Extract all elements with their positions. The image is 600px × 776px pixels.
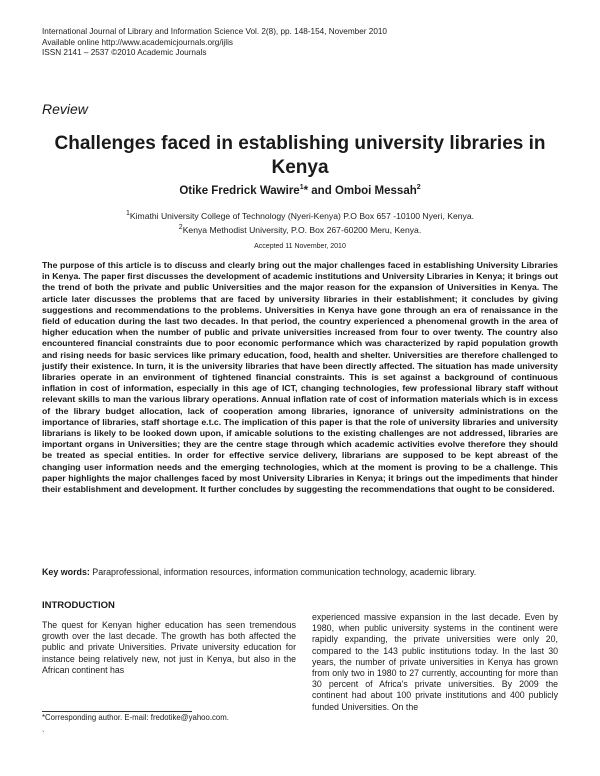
author-1-name: Otike Fredrick Wawire [179, 184, 300, 197]
article-title: Challenges faced in establishing university libraries in Kenya [54, 133, 546, 178]
affiliation-1 [40, 208, 560, 222]
author-line [40, 184, 560, 197]
author-2-name: Omboi Messah [334, 184, 417, 197]
affiliation-2-text: Kenya Methodist University, P.O. Box 267-60200 Meru, Kenya. [182, 224, 422, 235]
section-heading-introduction: INTRODUCTION [42, 600, 115, 611]
keywords [42, 567, 558, 578]
journal-citation: International Journal of Library and Information Science Vol. 2(8), pp. 148-154, November 2010 [42, 27, 387, 36]
corresponding-mark: * [303, 184, 309, 197]
keywords-text: Paraprofessional, information resources, information communication technology, academic library. [89, 567, 477, 577]
intro-column-right: experienced massive expansion in the last decade. Even by 1980, when public university systems in the continent were rapidly expanding, the private universities were only 20, compared to the 143 public institutions today. In the last 30 years, the number of private universities in Kenya has grown from only two in 1980 to 27 currently, accounting for more than 30 percent of Africa's private universities. By 2009 the continent had about 100 private institutions and 400 publicly funded Universities. On the [312, 612, 558, 712]
corresponding-author-footnote: *Corresponding author. E-mail: fredotike@yahoo.com. [42, 713, 229, 722]
intro-column-left: The quest for Kenyan higher education has seen tremendous growth over the last decade. The growth has both affected the public and private Universities. Private university education for instance being relatively new, not just in Kenya, but also in the African continent has [42, 620, 296, 675]
author-2-affil-ref: 2 [416, 184, 421, 191]
affiliations [40, 208, 560, 236]
journal-url: Available online http://www.academicjournals.org/ijlis [42, 37, 233, 47]
article-type: Review [42, 101, 88, 117]
affiliation-1-sup: 1 [126, 210, 130, 217]
accepted-date: Accepted 11 November, 2010 [254, 243, 346, 250]
affiliation-2 [40, 222, 560, 236]
keywords-label: Key words: [42, 567, 90, 577]
author-1-affil-ref: 1 [299, 184, 304, 191]
stray-mark: ` [42, 730, 45, 739]
journal-header [42, 27, 387, 59]
affiliation-2-sup: 2 [178, 223, 183, 231]
footnote-divider [42, 711, 192, 712]
author-connector: and [308, 184, 335, 197]
journal-issn: ISSN 2141 – 2537 ©2010 Academic Journals [42, 48, 207, 57]
affiliation-1-text: Kimathi University College of Technology (Nyeri-Kenya) P.O Box 657 -10100 Nyeri, Kenya. [129, 210, 474, 221]
abstract: The purpose of this article is to discuss and clearly bring out the major challenges faced in establishing University Libraries in Kenya. The paper first discusses the development of academic institutions and University Libraries in Kenya; it brings out the trend of both the private and public Universities and the major reason for the expansion of Universities in Kenya. The article later discusses the problems that are faced by university libraries in their establishment; it concludes by giving suggestions and recommendations to the problems. Universities in Kenya have gone through an era of renaissance in the field of education during the last two decades. In that period, the country experienced a phenomenal growth in the area of higher education when the number of public and private universities increased from four to over twenty. The country also encountered financial constraints due to poor economic performance which was characterized by rapid population growth and rising needs for basic services like primary education, food, health and shelter. Universities are therefore challenged to justify their existence. In turn, it is the university libraries that have been directly affected. The situation has made university libraries operate in an environment of tightened financial constraints. This is set against a background of continuous inflation in cost of information, especially in this age of ICT, changing technologies, few professional library staff without relevant skills to man the various library operations. Annual inflation rate of cost of information materials which is in excess of the library budget allocation, lack of cooperation among libraries, ignorance of university administrations on the importance of libraries, staff shortage e.t.c. The implication of this paper is that the role of university libraries and university librarians is likely to be looked down upon, if amicable solutions to the existing challenges are not addressed, libraries are important organs in Universities; they are the centre stage through which academic activities evolve therefore they should be treated as special entities. In order for effective service delivery, librarians are supposed to be kept abreast of the changing user information needs and the emerging technologies, which at the moment is proving to be a challenge. This paper highlights the major challenges faced by most University Libraries in Kenya; it brings out the impediments that hinder their establishment and development. It further concludes by suggesting the recommendations that ought to be considered. [42, 260, 558, 495]
